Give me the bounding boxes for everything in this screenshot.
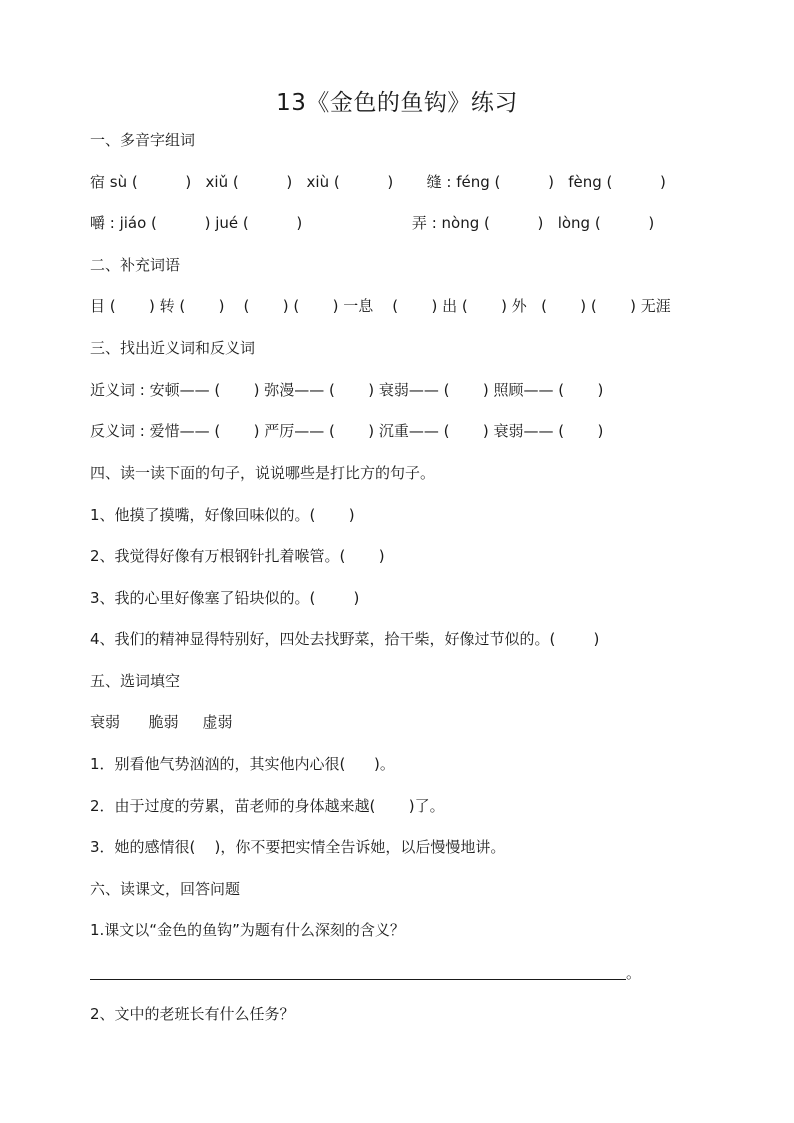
section-6-question-2: 2、文中的老班长有什么任务？ <box>90 1005 295 1023</box>
section-1-row-1: 宿 sù ( ) xiǔ ( ) xiù ( ) 缝 : féng ( ) fèng ( ) <box>90 173 666 191</box>
section-4-item: 2、我觉得好像有万根钢针扎着喉管。( ) <box>90 547 385 565</box>
section-1-row-2: 嚼 : jiáo ( ) jué ( ) 弄 : nòng ( ) lòng ( ) <box>90 214 655 232</box>
answer-line <box>90 979 626 980</box>
section-1-heading: 一、多音字组词 <box>90 131 196 149</box>
section-3-row-antonyms: 反义词 : 爱惜—— ( ) 严厉—— ( ) 沉重—— ( ) 衰弱—— ( ) <box>90 422 604 440</box>
answer-line-end-mark: 。 <box>626 964 642 982</box>
section-4-heading: 四、读一读下面的句子，说说哪些是打比方的句子。 <box>90 464 436 482</box>
section-6-question-1: 1.课文以“金色的鱼钩”为题有什么深刻的含义？ <box>90 921 405 939</box>
section-4-item: 3、我的心里好像塞了铅块似的。( ) <box>90 589 360 607</box>
section-5-item: 2．由于过度的劳累，苗老师的身体越来越( )了。 <box>90 797 445 815</box>
section-5-heading: 五、选词填空 <box>90 672 181 690</box>
section-2-heading: 二、补充词语 <box>90 256 181 274</box>
section-4-item: 4、我们的精神显得特别好，四处去找野菜，拾干柴，好像过节似的。( ) <box>90 630 600 648</box>
section-5-item: 3．她的感情很( )，你不要把实情全告诉她，以后慢慢地讲。 <box>90 838 506 856</box>
section-3-heading: 三、找出近义词和反义词 <box>90 339 256 357</box>
section-2-row-1: 目 ( ) 转 ( ) ( ) ( ) 一息 ( ) 出 ( ) 外 ( ) ( ) 无涯 <box>90 297 671 315</box>
page-title: 13《金色的鱼钩》练习 <box>276 90 518 116</box>
section-5-word-choices: 衰弱 脆弱 虚弱 <box>90 713 233 731</box>
section-6-heading: 六、读课文，回答问题 <box>90 880 241 898</box>
section-4-item: 1、他摸了摸嘴，好像回味似的。( ) <box>90 506 355 524</box>
section-5-item: 1．别看他气势汹汹的，其实他内心很( )。 <box>90 755 395 773</box>
section-3-row-synonyms: 近义词 : 安顿—— ( ) 弥漫—— ( ) 衰弱—— ( ) 照顾—— ( ) <box>90 381 604 399</box>
